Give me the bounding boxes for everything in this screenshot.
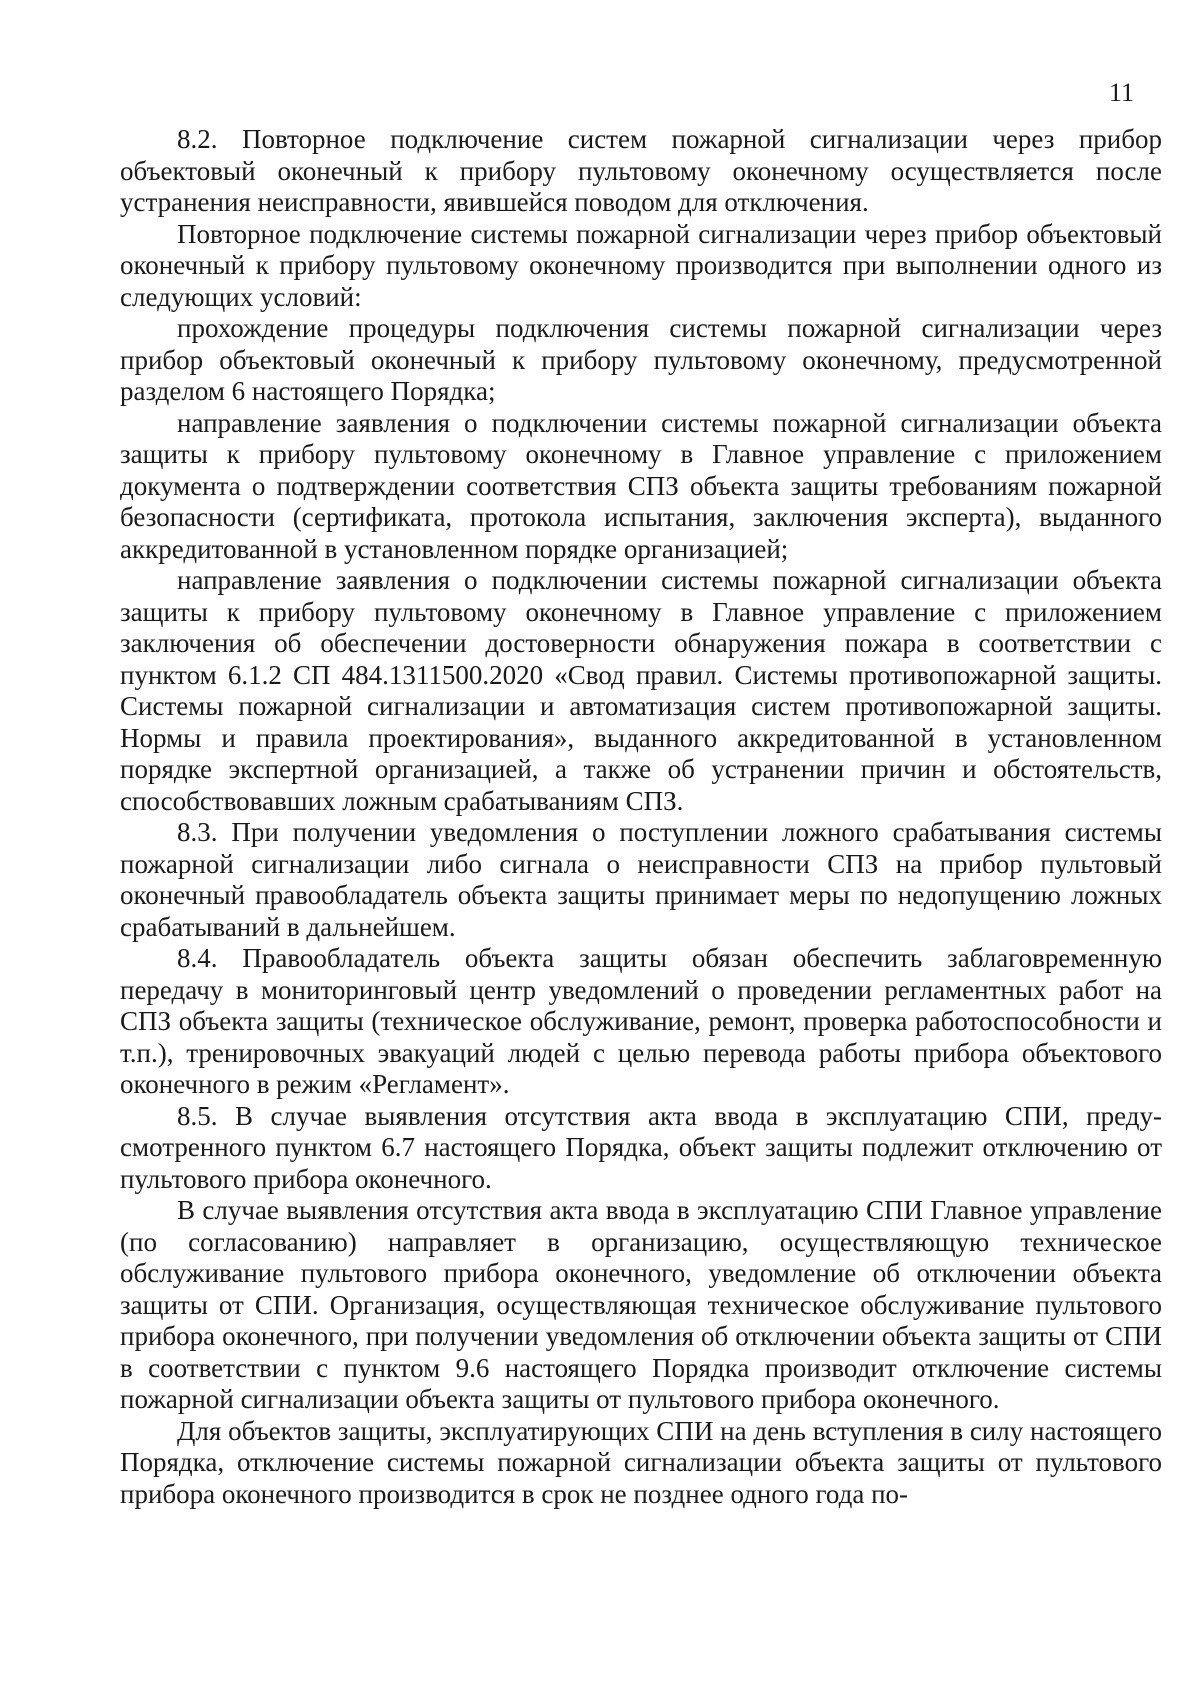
paragraph-8-5: 8.5. В случае выявления отсутствия акта ввода в эксплуатацию СПИ, предусмотренного пунктом 6.7 настоящего Порядка, объект защиты подлежит отключению от пультового прибора оконечного. [120,1100,1162,1194]
paragraph-condition-procedure: прохождение процедуры подключения системы пожарной сигнализации через прибор объектовый оконечный к прибору пультовому оконечному, предусмотренной разделом 6 настоящего Порядка; [120,313,1162,406]
paragraph-8-4: 8.4. Правообладатель объекта защиты обязан обеспечить заблаговременную передачу в мониторинговый центр уведомлений о проведении регламентных работ на СПЗ объекта защиты (техническое обслуживание, ремонт, проверка работоспособности и т.п.), тренировочных эвакуаций людей с целью перевода работы прибора объектового оконечного в режим «Регламент». [120,943,1162,1099]
page-number: 11 [1108,78,1134,107]
paragraph-condition-conclusion: направление заявления о подключении системы пожарной сигнализации объекта защиты к прибору пультовому оконечному в Главное управление с приложением заключения об обеспечении достоверности обнаружения пожара в соответствии с пунктом 6.1.2 СП 484.1311500.2020 «Свод правил. Системы противопожарной защиты. Системы пожарной сигнализации и автоматизация систем противопожарной защиты. Нормы и правила проектирования», выданного аккредитованной в установленном порядке экспертной организацией, а также об устранении причин и обстоятельств, способствовавших ложным срабатываниям СПЗ. [120,565,1162,816]
paragraph-condition-certificate: направление заявления о подключении системы пожарной сигнализации объекта защиты к прибору пультовому оконечному в Главное управление с приложением документа о подтверждении соответствия СПЗ объекта защиты требованиям пожарной безопасности (сертификата, протокола испытания, заключения эксперта), выданного аккредитованной в установленном порядке организацией; [120,407,1162,564]
paragraph-existing-objects: Для объектов защиты, эксплуатирующих СПИ на день вступления в силу настоящего Порядка, отключение системы пожарной сигнализации объекта защиты от пультового прибора оконечного производится в срок не позднее одного года по- [120,1415,1162,1509]
paragraph-8-3: 8.3. При получении уведомления о поступлении ложного срабатывания системы пожарной сигнализации либо сигнала о неисправности СПЗ на прибор пультовый оконечный правообладатель объекта защиты принимает меры по недопущению ложных срабатываний в дальнейшем. [120,817,1162,942]
paragraph-8-2: 8.2. Повторное подключение систем пожарной сигнализации через прибор объектовый оконечный к прибору пультовому оконечному осуществляется после устранения неисправности, явившейся поводом для отключения. [120,124,1162,217]
paragraph-disconnection-notice: В случае выявления отсутствия акта ввода в эксплуатацию СПИ Главное управление (по согласованию) направляет в организацию, осуществляющую техническое обслуживание пультового прибора оконечного, уведомление об отключении объекта защиты от СПИ. Организация, осуществляющая техническое обслуживание пультового прибора оконечного, при получении уведомления об отключении объекта защиты от СПИ в соответствии с пунктом 9.6 настоящего Порядка производит отключение системы пожарной сигнализации объекта защиты от пультового прибора оконечного. [120,1195,1162,1414]
paragraph-reconnection-conditions: Повторное подключение системы пожарной сигнализации через прибор объектовый оконечный к прибору пультовому оконечному производится при выполнении одного из следующих условий: [120,218,1162,312]
document-body [120,124,1162,1510]
